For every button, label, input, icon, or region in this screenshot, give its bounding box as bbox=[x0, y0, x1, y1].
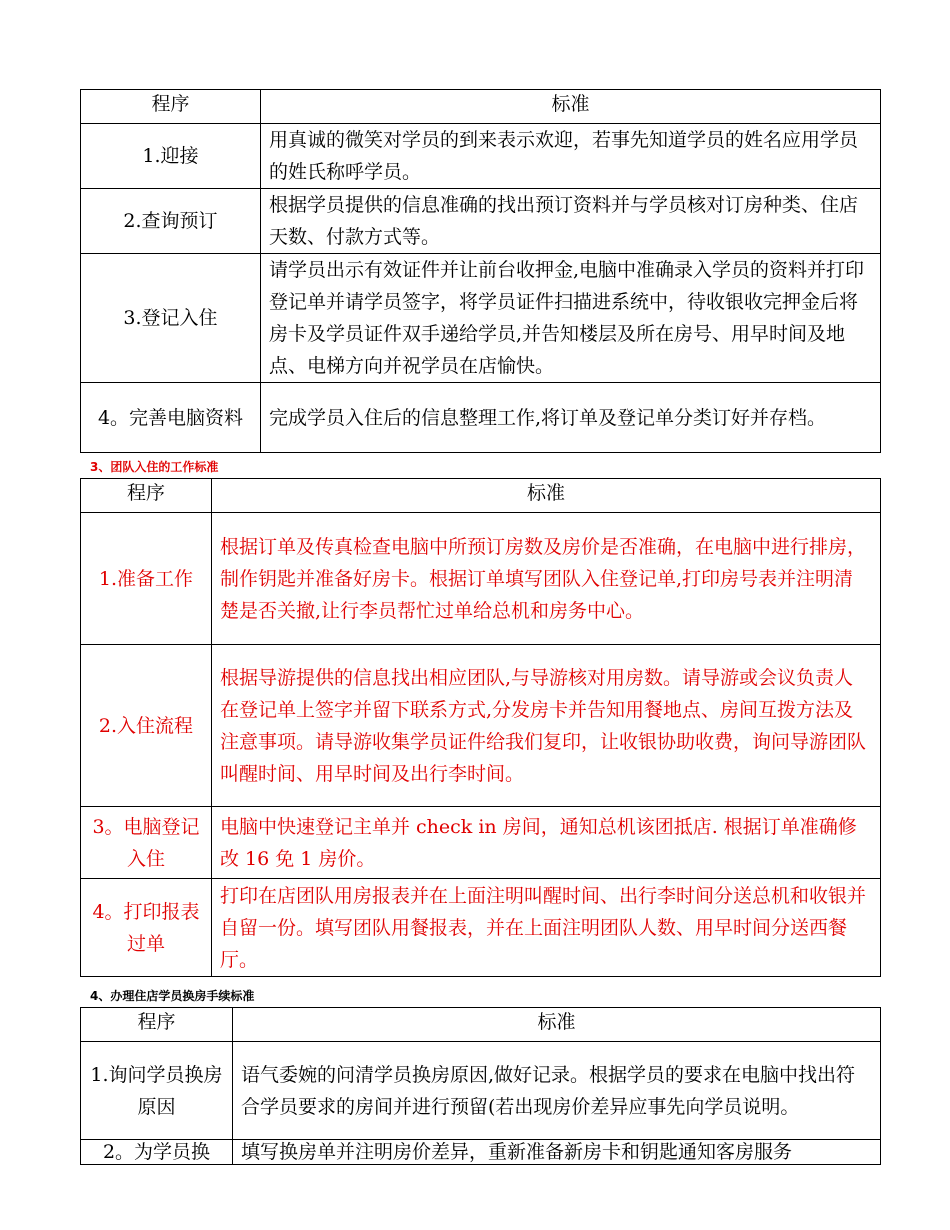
table-row bbox=[81, 254, 881, 383]
table-row bbox=[81, 124, 881, 189]
table-row bbox=[81, 383, 881, 453]
standard-cell: 用真诚的微笑对学员的到来表示欢迎，若事先知道学员的姓名应用学员的姓氏称呼学员。 bbox=[261, 124, 881, 189]
standard-cell: 根据订单及传真检查电脑中所预订房数及房价是否准确，在电脑中进行排房，制作钥匙并准备好房卡。根据订单填写团队入住登记单,打印房号表并注明清楚是否关撤,让行李员帮忙过单给总机和房务中心。 bbox=[212, 513, 881, 645]
table-row bbox=[81, 645, 881, 807]
section-3-title: 3、团队入住的工作标准 bbox=[90, 460, 219, 474]
step-cell: 2。为学员换 bbox=[81, 1140, 233, 1165]
standard-cell: 根据学员提供的信息准确的找出预订资料并与学员核对订房种类、住店天数、付款方式等。 bbox=[261, 189, 881, 254]
table-row bbox=[81, 879, 881, 977]
step-cell: 1.询问学员换房原因 bbox=[81, 1042, 233, 1140]
table-check-in-standards bbox=[80, 89, 881, 453]
table-row bbox=[81, 189, 881, 254]
table-row bbox=[81, 513, 881, 645]
table-header-row bbox=[81, 1008, 881, 1042]
header-standard: 标准 bbox=[261, 90, 881, 124]
section-4-title: 4、办理住店学员换房手续标准 bbox=[90, 989, 255, 1003]
step-cell: 4。完善电脑资料 bbox=[81, 383, 261, 453]
table-header-row bbox=[81, 479, 881, 513]
standard-cell: 填写换房单并注明房价差异，重新准备新房卡和钥匙通知客房服务 bbox=[233, 1140, 881, 1165]
standard-cell: 完成学员入住后的信息整理工作,将订单及登记单分类订好并存档。 bbox=[261, 383, 881, 453]
header-procedure: 程序 bbox=[81, 90, 261, 124]
table-row bbox=[81, 1042, 881, 1140]
header-standard: 标准 bbox=[212, 479, 881, 513]
standard-cell: 电脑中快速登记主单并 check in 房间，通知总机该团抵店. 根据订单准确修改 16 免 1 房价。 bbox=[212, 807, 881, 879]
step-cell: 2.查询预订 bbox=[81, 189, 261, 254]
step-cell: 3。电脑登记入住 bbox=[81, 807, 212, 879]
table-row bbox=[81, 1140, 881, 1165]
step-cell: 2.入住流程 bbox=[81, 645, 212, 807]
step-cell: 3.登记入住 bbox=[81, 254, 261, 383]
table-row bbox=[81, 807, 881, 879]
header-procedure: 程序 bbox=[81, 479, 212, 513]
standard-cell: 请学员出示有效证件并让前台收押金,电脑中准确录入学员的资料并打印登记单并请学员签字，将学员证件扫描进系统中，待收银收完押金后将房卡及学员证件双手递给学员,并告知楼层及所在房号、用早时间及地点、电梯方向并祝学员在店愉快。 bbox=[261, 254, 881, 383]
table-group-check-in bbox=[80, 478, 881, 977]
standard-cell: 语气委婉的问清学员换房原因,做好记录。根据学员的要求在电脑中找出符合学员要求的房间并进行预留(若出现房价差异应事先向学员说明。 bbox=[233, 1042, 881, 1140]
header-procedure: 程序 bbox=[81, 1008, 233, 1042]
header-standard: 标准 bbox=[233, 1008, 881, 1042]
table-header-row bbox=[81, 90, 881, 124]
standard-cell: 打印在店团队用房报表并在上面注明叫醒时间、出行李时间分送总机和收银并自留一份。填写团队用餐报表，并在上面注明团队人数、用早时间分送西餐厅。 bbox=[212, 879, 881, 977]
standard-cell: 根据导游提供的信息找出相应团队,与导游核对用房数。请导游或会议负责人在登记单上签字并留下联系方式,分发房卡并告知用餐地点、房间互拨方法及注意事项。请导游收集学员证件给我们复印，让收银协助收费，询问导游团队叫醒时间、用早时间及出行李时间。 bbox=[212, 645, 881, 807]
step-cell: 4。打印报表过单 bbox=[81, 879, 212, 977]
table-room-change bbox=[80, 1007, 881, 1165]
step-cell: 1.准备工作 bbox=[81, 513, 212, 645]
step-cell: 1.迎接 bbox=[81, 124, 261, 189]
